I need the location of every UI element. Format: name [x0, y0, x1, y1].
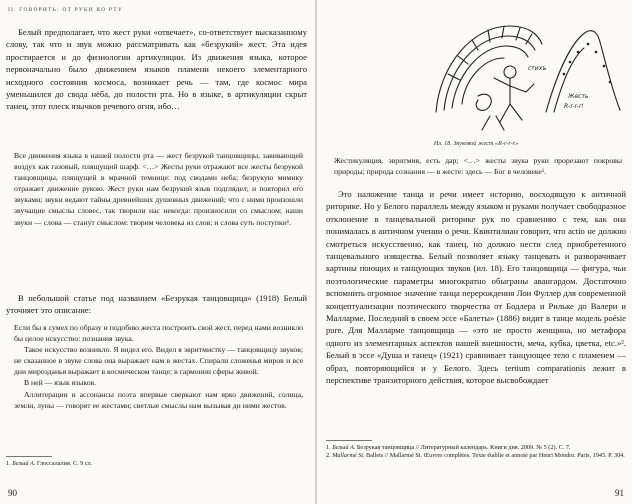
footnote-text: Глоссалалия. С. 9 сл.: [35, 460, 93, 467]
block-quote: Все движения языка в нашей полости рта — жест безрукой танцовщицы, завивающей воздух как газовый, плящущий шарф. <…> Жесты руки отражают все жесты безрукой танцовщицы, плящущей в мрачной темнице: под сводами неба; безрукую мимику отражает движение рукою. Жест руки нам безрукий язык подглядел; и повторил его звуками; звуки ведают тайны древнейших душевных движений; что с ними произошли звучащие смыслы словес, так творили нас некогда: произносили со смыслом; наши звуки — слова — станут смыслом: творим человека из слов; и слова суть поступки¹.: [14, 151, 303, 227]
block-quote: В ней — язык языков.: [24, 378, 97, 388]
footnote: [6, 460, 307, 468]
paragraph: В небольшой статье под названием «Безрукая танцовщица» (1918) Белый уточняет это описание:: [6, 293, 307, 316]
block-quote: Если бы я сумел по образу и подобию жеста построить свой жест, перед нами возникло бы целое искусство: познания звука.: [14, 323, 303, 344]
page-number: 91: [615, 488, 624, 498]
paragraph: Белый предполагает, что жест руки «отвечает», со-ответствует высказанному слову, так что и звук можно рассматривать как «безрукий» жест. Эта идея простирается и до физиологии артикуляции. Из движения языка, которое первоначально было движением языков пламени некоего элементарного исходного состояния космоса, возникает речь — там, где космос мира уменьшился до свода нёба, до полости рта. Но в языке, в артикуляции скрыт танец, этот плеск язычков речевого огня, ибо…: [6, 27, 307, 112]
footnote-rule: [326, 440, 372, 441]
figure-label: R-r-r-r!: [564, 103, 584, 110]
running-head: II. ГОВОРИТЬ: ОТ РУКИ КО РТУ: [8, 7, 123, 13]
block-quote: Аллитерации и ассонансы поэта впервые сверкают нам ярко движений, солнца, земли, луны — говорят ее жестами; светлые смыслы нам вызывая ди ними жестов.: [14, 389, 303, 410]
footnote: [326, 452, 626, 460]
paragraph: Это наложение танца и речи имеет историю, восходящую к античной риторике. Но у Белого параллель между языком и руками получает свободразное отклонение в танцевальной риторике рук по сравнению с тем, как она понималась в античном учении о речи. Квинтилиан говорит, что actio не должно смотреться искусственно, как танец, но должно нести след приобретенного танцевального изящества. Белый позволяет языку танцевать и разворачивает картины поющих и танцующих звуков (ил. 18). Его танцовщица — фигура, чьи поэтологические параметры многократно обыграны авангардом. Достаточно вспомнить огромное значение танца перерождения Лои Фуллер для современной концептуализации поэтического творчества от Бодлера и Рильке до Валери и Малларме. Последний в своем эссе «Балеты» (1886) видит в танце модель poésie pure. Для Малларме танцовщица — «это не просто женщина, но метафора одного из элементарных аспектов нашей внешности, меча, кубка, цветка, etc.»². Белый в эссе «Душа и танец» (1921) сравнивает танцующее тело с пламенем — образ, повторяющийся и у Белого. Здесь tertium comparationis лежит в перспективе транзиторного действия, которое высвобождает: [326, 189, 626, 386]
footnote-author: Mallarmé St.: [332, 452, 365, 460]
figure-label: Жесть: [568, 93, 589, 100]
footnote-author: Белый А.: [332, 444, 356, 451]
block-quote: Жестикуляция, эвритмия, есть дар; <…> жесты звука руки прорезают покровы природы; природа сознания — в жесте: здесь — Бог в человеке¹.: [334, 156, 622, 177]
footnote-number: 1.: [326, 444, 331, 451]
block-quote: Такое искусство возникло. Я видел его. Видел я эвритмистку — танцовщицу звуков; не сказанное в звуке слова она выражает нам в жестах. Спирали сложенья миров и все дни мирозданья выражает в космическом танце; в гармонии сферы живой.: [14, 345, 303, 377]
footnote: [326, 444, 626, 452]
page-number: 90: [8, 488, 17, 498]
figure-caption: Ил. 18. Звуковой жест «R-r-r-r»: [433, 140, 519, 147]
sound-gesture-illustration: [418, 4, 628, 138]
footnote-number: 1.: [6, 460, 11, 467]
footnote-rule: [6, 456, 52, 457]
footnote-text: Ballets // Mallarmé St. Œuvres complètes. Texte établie et annoté par Henri Mondor. Paris, 1945. P. 304.: [364, 452, 625, 460]
footnote-author: Белый А.: [12, 460, 36, 467]
figure-label: стихъ: [528, 65, 547, 72]
left-page: [0, 0, 315, 504]
right-page: [317, 0, 632, 504]
footnote-number: 2.: [326, 452, 331, 460]
footnote-text: Безрукая танцовщица // Литературный календарь. Книги дня. 2009. № 5 (2). С. 7.: [355, 444, 571, 451]
